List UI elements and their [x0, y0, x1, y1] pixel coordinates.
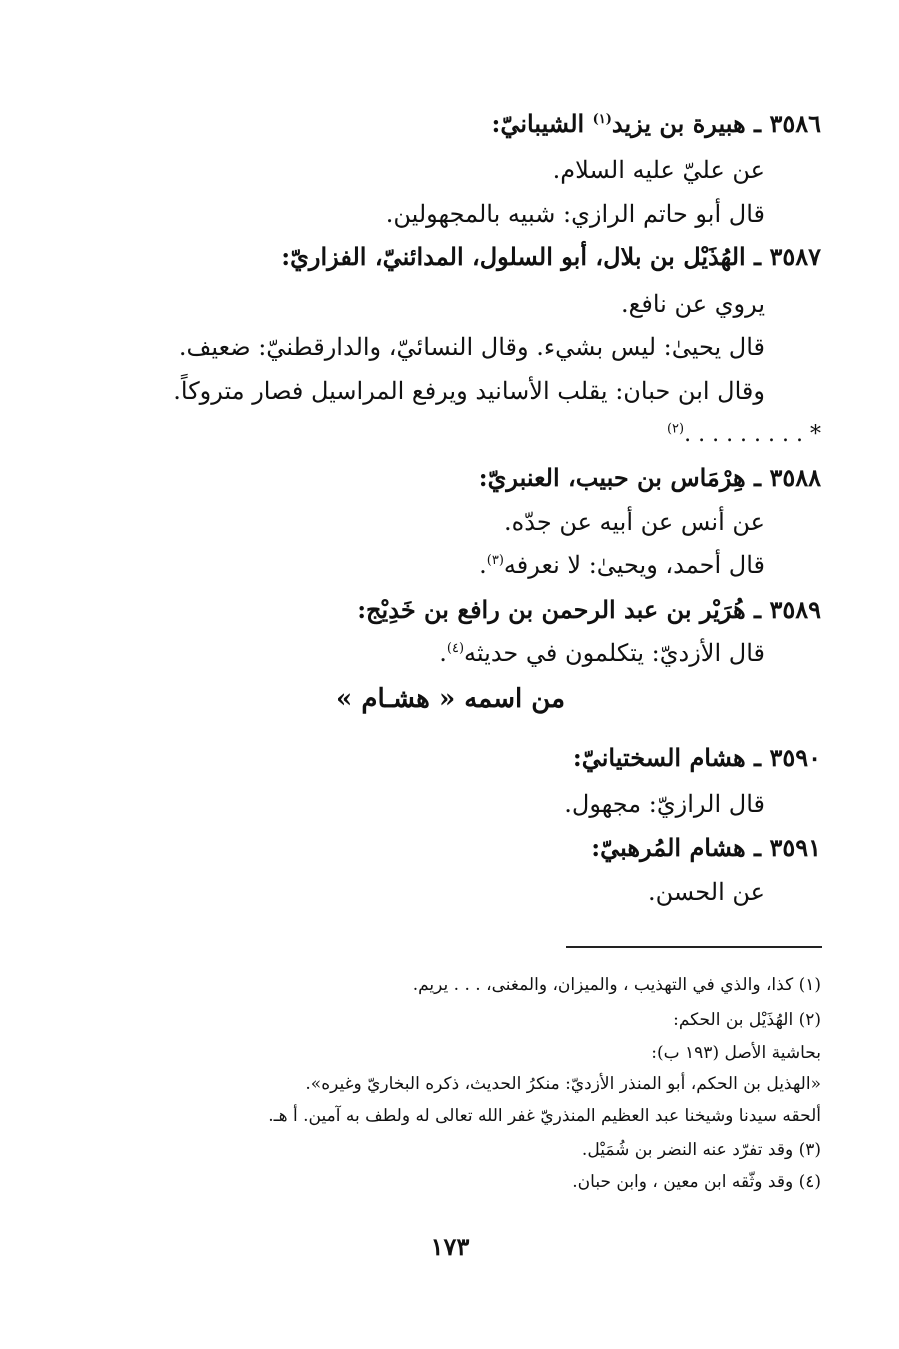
footnote-2-annotation: بحاشية الأصل (١٩٣ ب): — [651, 1043, 821, 1063]
footnote-4: (٤) وقد وثّقه ابن معين ، وابن حبان. — [572, 1172, 821, 1192]
footnote-ref: (٤) — [446, 641, 465, 656]
entry-dash: ـ — [754, 463, 762, 492]
entry-number: ٣٥٩١ — [769, 833, 821, 862]
entry-nisba: الشيبانيّ: — [491, 109, 585, 138]
entry-dash: ـ — [754, 833, 762, 862]
asterisk-marker: * — [810, 422, 821, 447]
footnote-ref: (٣) — [486, 553, 504, 568]
entry-dash: ـ — [754, 595, 762, 624]
entry-name: الهُذَيْل بن بلال، أبو السلول، المدائنيّ، الفزاريّ: — [281, 242, 746, 271]
entry-text: قال الأزديّ: يتكلمون في حديثه — [464, 639, 765, 667]
entry-3587-line-3: وقال ابن حبان: يقلب الأسانيد ويرفع المراسيل فصار متروكاً. — [173, 377, 765, 405]
entry-text: قال أحمد، ويحيىٰ: لا نعرفه — [503, 551, 765, 579]
entry-3587-line-1: يروي عن نافع. — [620, 290, 765, 318]
entry-3587-heading — [281, 243, 821, 272]
entry-name: هشام السختيانيّ: — [572, 743, 746, 772]
entry-3591-heading — [591, 834, 821, 863]
entry-3586-line-1: عن عليّ عليه السلام. — [552, 156, 765, 184]
entry-name: هبيرة بن يزيد — [611, 109, 746, 138]
entry-name: هِرْمَاس بن حبيب، العنبريّ: — [478, 463, 746, 492]
entry-3588-line-2: قال أحمد، ويحيىٰ: لا نعرفه$^{(٣)}$. — [479, 551, 765, 579]
entry-3589-line-1: قال الأزديّ: يتكلمون في حديثه$^{(٤)}$. — [439, 639, 765, 667]
entry-number: ٣٥٩٠ — [769, 743, 821, 772]
entry-3591-line-1: عن الحسن. — [648, 878, 765, 906]
entry-dash: ـ — [754, 743, 762, 772]
footnote-separator — [566, 946, 822, 948]
entry-3588-heading — [479, 464, 821, 493]
entry-number: ٣٥٨٦ — [769, 109, 821, 138]
footnote-1: (١) كذا، والذي في التهذيب ، والميزان، والمغنى، . . . يريم. — [412, 975, 821, 995]
footnote-2: (٢) الهُذَيْل بن الحكم: — [673, 1010, 821, 1030]
entry-3586-line-2: قال أبو حاتم الرازي: شبيه بالمجهولين. — [385, 200, 765, 228]
page-number: ١٧٣ — [430, 1232, 470, 1261]
entry-3588-line-1: عن أنس عن أبيه عن جدّه. — [504, 508, 765, 536]
entry-dash: ـ — [754, 242, 762, 271]
entry-name: هُرَيْر بن عبد الرحمن بن رافع بن خَدِيْج: — [357, 595, 746, 624]
entry-number: ٣٥٨٧ — [769, 242, 821, 271]
entry-3587-omission — [667, 422, 821, 448]
entry-3589-heading — [357, 596, 821, 625]
ellipsis-dots: . . . . . . . . . — [684, 422, 803, 447]
entry-3587-line-2: قال يحيىٰ: ليس بشيء. وقال النسائيّ، والدارقطنيّ: ضعيف. — [178, 333, 765, 361]
entry-dash: ـ — [754, 109, 762, 138]
entry-number: ٣٥٨٨ — [769, 463, 821, 492]
section-title: من اسمه « هشـام » — [336, 684, 565, 714]
footnote-ref: (٢) — [666, 421, 685, 437]
footnote-ref: (١) — [592, 112, 612, 127]
entry-number: ٣٥٨٩ — [769, 595, 821, 624]
entry-3586-heading — [491, 110, 821, 139]
footnote-2-colophon: ألحقه سيدنا وشيخنا عبد العظيم المنذريّ غفر الله تعالى له ولطف به آمين. أ هـ. — [268, 1106, 821, 1126]
footnote-3: (٣) وقد تفرّد عنه النضر بن شُمَيْل. — [581, 1140, 821, 1160]
entry-3590-line-1: قال الرازيّ: مجهول. — [564, 790, 765, 818]
entry-name: هشام المُرهبيّ: — [591, 833, 746, 862]
footnote-2-quote: «الهذيل بن الحكم، أبو المنذر الأزديّ: منكرُ الحديث، ذكره البخاريّ وغيره». — [305, 1074, 821, 1094]
entry-3590-heading — [573, 744, 821, 773]
